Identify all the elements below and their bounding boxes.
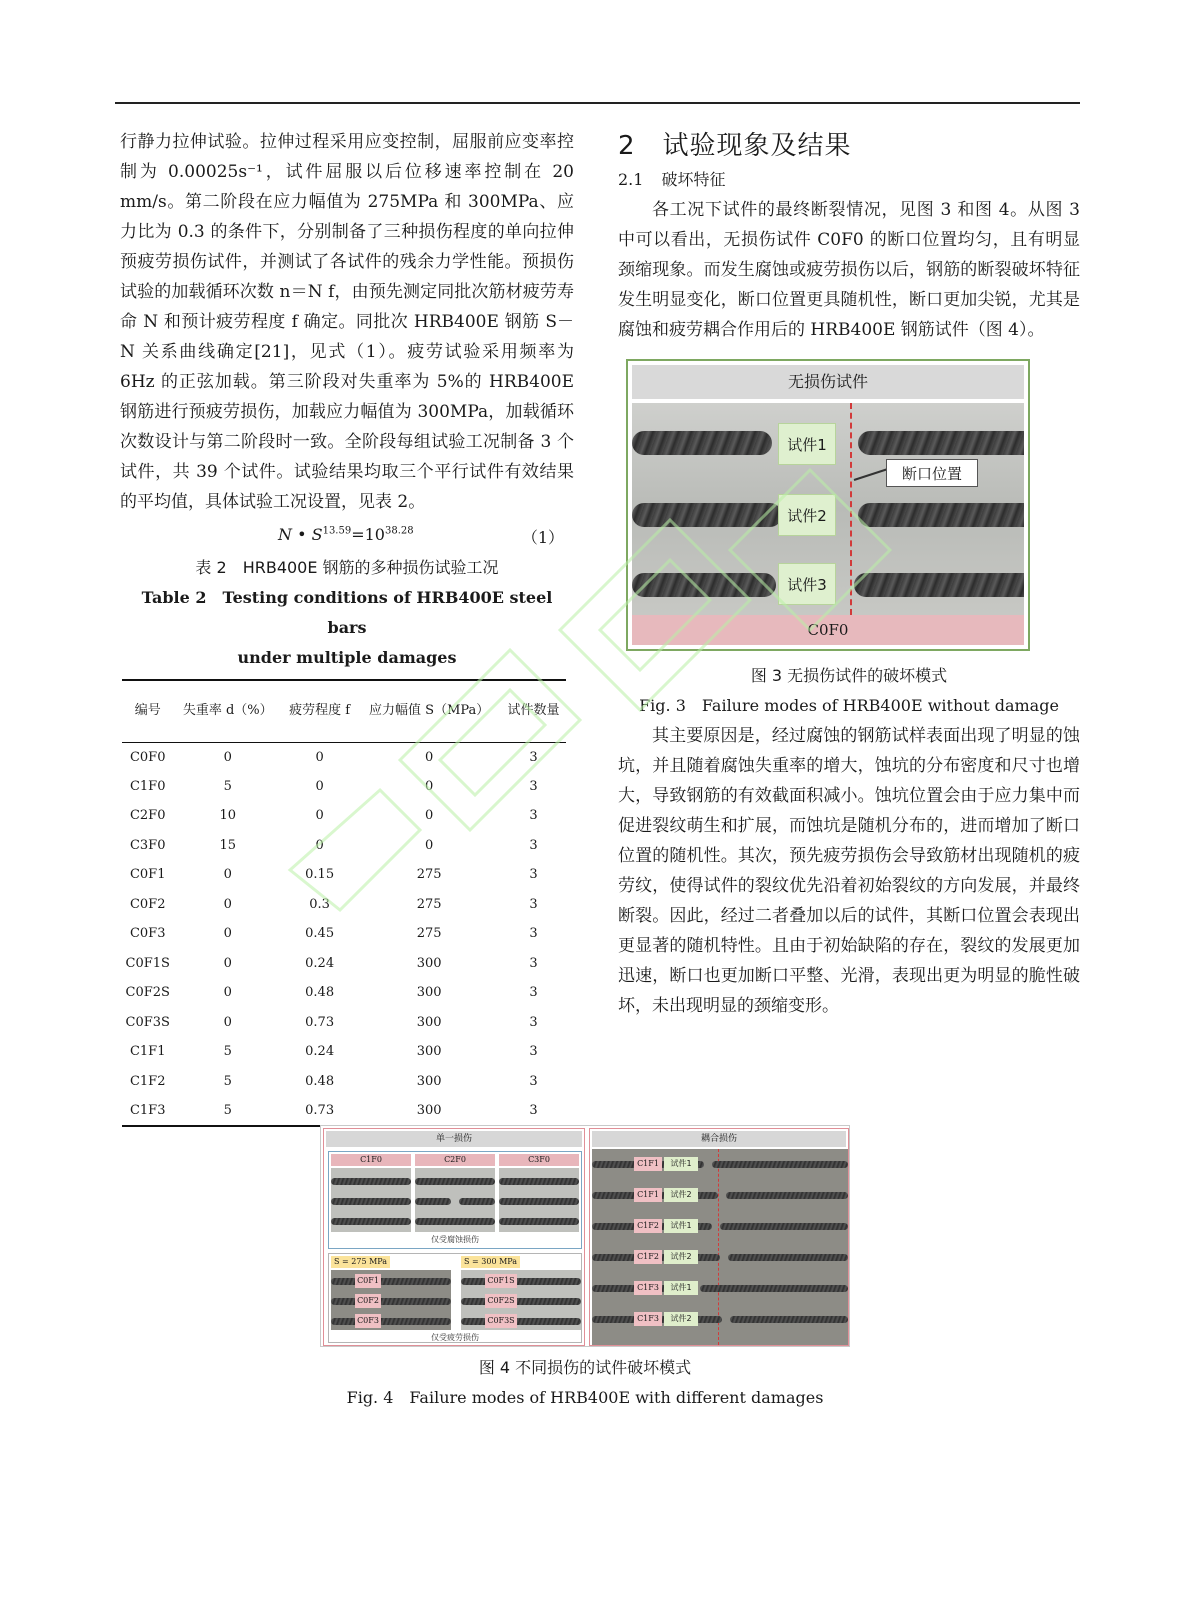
table-header-cell: 试件数量 [507,703,560,719]
table-cell: 5 [223,1044,232,1060]
fig4-caption-en: Fig. 4 Failure modes of HRB400E with different damages [346,1388,824,1407]
equation-number: （1） [521,528,564,547]
table-cell: 300 [416,1014,442,1030]
fatigue-label-c0f2s: C0F2S [485,1294,517,1308]
table-cell: 0 [425,808,434,824]
corrosion-photo-2 [415,1168,495,1232]
table-cell: 275 [416,926,442,942]
corrosion-photo-1 [331,1168,411,1232]
table-cell: C3F0 [129,837,166,853]
rebar-specimen2-left [632,503,782,527]
corrosion-label-c2f0: C2F0 [415,1154,495,1166]
corrosion-only-note: 仅受腐蚀损伤 [431,1235,479,1244]
table-row [122,978,566,1008]
table-cell: 0 [223,985,232,1001]
table-cell: 5 [223,1073,232,1089]
fig3-footer: C0F0 [632,615,1024,645]
coupled-specimen-code: C1F3 [634,1312,662,1326]
table-cell: 275 [416,896,442,912]
table-cell: 0.24 [305,955,335,971]
rebar-specimen2-right [858,503,1024,527]
coupled-rebar-right [730,1316,848,1323]
rebar-specimen1-right [858,431,1024,455]
fatigue-label-c0f2: C0F2 [355,1294,381,1308]
specimen-label-3: 试件3 [778,563,836,605]
coupled-photo [592,1149,848,1345]
table-cell: 300 [416,955,442,971]
table-caption-en-line1: Table 2 Testing conditions of HRB400E steel bars [141,588,553,637]
table-cell: 0.15 [305,867,335,883]
specimen-label-2: 试件2 [778,494,836,536]
fatigue-label-c0f3s: C0F3S [485,1314,517,1328]
table-cell: 0 [223,955,232,971]
stress-300-tag: S = 300 MPa [461,1256,520,1268]
table-caption-cn: 表 2 HRB400E 钢筋的多种损伤试验工况 [195,558,499,577]
table-cell: 3 [529,808,538,824]
table-cell: C0F0 [129,749,166,765]
fig3-photo [632,403,1024,615]
figure-4 [320,1125,850,1347]
table-header-cell: 失重率 d（%） [182,703,273,719]
table-cell: 3 [529,1014,538,1030]
table-cell: 0 [223,896,232,912]
table-cell: 300 [416,1102,442,1118]
coupled-specimen-label: 试件1 [664,1281,698,1295]
table-cell: 300 [416,985,442,1001]
table-cell: 0 [315,749,324,765]
fatigue-only-box [328,1253,582,1343]
corrosion-only-box [328,1151,582,1249]
table-cell: 0 [315,837,324,853]
table-cell: 0.24 [305,1044,335,1060]
table-cell: 0 [425,749,434,765]
fatigue-300-photo [461,1270,581,1330]
break-label-leader [854,468,889,481]
table-row [122,860,566,890]
section-title: 2 试验现象及结果 [618,131,852,161]
equation-body: N • $S^{13.59}=10^{38.28}$ [278,525,414,544]
coupled-specimen-label: 试件2 [664,1312,698,1326]
rebar-specimen1-left [632,431,772,455]
table-cell: C0F1 [129,867,166,883]
fig4-single-damage-panel [323,1128,585,1346]
table-row [122,1008,566,1038]
table-cell: 0 [315,808,324,824]
fig3-header: 无损伤试件 [632,365,1024,399]
fatigue-label-c0f1s: C0F1S [485,1274,517,1288]
table-cell: 3 [529,1044,538,1060]
coupled-rebar-right [720,1223,848,1230]
coupled-specimen-code: C1F1 [634,1188,662,1202]
fig4-caption-cn: 图 4 不同损伤的试件破坏模式 [478,1358,692,1377]
coupled-rebar-right [726,1192,848,1199]
table-cell: 0.73 [305,1102,335,1118]
rebar-specimen3-right [854,573,1024,597]
table-row [122,801,566,831]
table-cell: 300 [416,1073,442,1089]
table-cell: 0.48 [305,985,335,1001]
table-cell: C0F3S [125,1014,170,1030]
table-cell: 3 [529,926,538,942]
table-cell: C0F3 [129,926,166,942]
coupled-rebar-right [728,1254,848,1261]
table-cell: 3 [529,778,538,794]
fatigue-only-note: 仅受疲劳损伤 [431,1333,479,1342]
table-header-cell: 应力幅值 S（MPa） [369,703,490,719]
table-row [122,919,566,949]
table-row [122,890,566,920]
table-cell: 3 [529,896,538,912]
table-cell: 300 [416,1044,442,1060]
corrosion-label-c1f0: C1F0 [331,1154,411,1166]
coupled-rebar-right [712,1161,848,1168]
corrosion-photo-3 [499,1168,579,1232]
specimen-label-1: 试件1 [778,423,836,465]
fig3-caption-en: Fig. 3 Failure modes of HRB400E without damage [639,696,1059,715]
fig4-single-damage-head: 单一损伤 [326,1131,582,1147]
table-row [122,831,566,861]
header-rule [115,102,1080,104]
table-cell: 3 [529,837,538,853]
table-cell: C2F0 [129,808,166,824]
table-body [122,742,566,1126]
table-cell: 3 [529,867,538,883]
right-paragraph-1: 各工况下试件的最终断裂情况，见图 3 和图 4。从图 3 中可以看出，无损伤试件 C0F0 的断口位置均匀，且有明显颈缩现象。而发生腐蚀或疲劳损伤以后，钢筋的断裂破坏特征发生明显变化，断口位置更具随机性，断口更加尖锐，尤其是腐蚀和疲劳耦合作用后的 HRB400E 钢筋试件（图 4）。 [618,200,1080,340]
left-paragraph: 行静力拉伸试验。拉伸过程采用应变控制，屈服前应变率控制为 0.00025s⁻¹，试件屈服以后位移速率控制在 20 mm/s。第二阶段在应力幅值为 275MPa 和 300MPa、应力比为 0.3 的条件下，分别制备了三种损伤程度的单向拉伸预疲劳损伤试件，并测试了各试件的残余力学性能。预损伤试验的加载循环次数 n＝N f，由预先测定同批次筋材疲劳寿命 N 和预计疲劳程度 f 确定。同批次 HRB400E 钢筋 S－N 关系曲线确定[21]，见式（1）。疲劳试验采用频率为 6Hz 的正弦加载。第三阶段对失重率为 5%的 HRB400E 钢筋进行预疲劳损伤，加载应力幅值为 300MPa，加载循环次数设计与第二阶段时一致。全阶段每组试验工况制备 3 个试件，共 39 个试件。试验结果均取三个平行试件有效结果的平均值，具体试验工况设置，见表 2。 [120,132,574,512]
table-header-row [122,680,566,742]
fatigue-275-photo [331,1270,451,1330]
table-cell: 10 [219,808,236,824]
subsection-title: 2.1 破坏特征 [618,170,726,189]
table-row [122,1096,566,1126]
coupled-specimen-code: C1F2 [634,1219,662,1233]
table-cell: 0 [223,926,232,942]
coupled-specimen-label: 试件2 [664,1250,698,1264]
fig3-caption-cn: 图 3 无损伤试件的破坏模式 [750,666,948,685]
coupled-specimen-code: C1F1 [634,1157,662,1171]
table-cell: C0F2S [125,985,170,1001]
fatigue-label-c0f3: C0F3 [355,1314,381,1328]
table-row [122,742,566,772]
table-header-cell: 疲劳程度 f [289,703,351,719]
table-cell: 15 [219,837,236,853]
coupled-specimen-label: 试件1 [664,1157,698,1171]
right-column [618,127,1080,1021]
coupled-specimen-label: 试件1 [664,1219,698,1233]
rebar-specimen3-left [632,573,776,597]
left-column [120,127,574,1127]
coupled-specimen-code: C1F3 [634,1281,662,1295]
table-cell: 0 [223,1014,232,1030]
table-cell: 3 [529,985,538,1001]
coupled-specimen-code: C1F2 [634,1250,662,1264]
table-cell: 3 [529,1073,538,1089]
figure-3 [626,359,1030,651]
table-cell: 0 [223,867,232,883]
test-conditions-table [122,679,566,1127]
table-cell: C1F0 [129,778,166,794]
right-paragraph-2: 其主要原因是，经过腐蚀的钢筋试样表面出现了明显的蚀坑，并且随着腐蚀失重率的增大，蚀坑的分布密度和尺寸也增大，导致钢筋的有效截面积减小。蚀坑位置会由于应力集中而促进裂纹萌生和扩展，而蚀坑是随机分布的，进而增加了断口位置的随机性。其次，预先疲劳损伤会导致筋材出现随机的疲劳纹，使得试件的裂纹优先沿着初始裂纹的方向发展，并最终断裂。因此，经过二者叠加以后的试件，其断口位置会表现出更显著的随机特性。且由于初始缺陷的存在，裂纹的发展更加迅速，断口也更加断口平整、光滑，表现出更为明显的脆性破坏，未出现明显的颈缩变形。 [618,726,1080,1016]
table-cell: 3 [529,1102,538,1118]
table-cell: 3 [529,749,538,765]
table-cell: 0.48 [305,1073,335,1089]
table-row [122,772,566,802]
fig4-caption [320,1353,850,1413]
table-cell: 275 [416,867,442,883]
fig4-coupled-damage-head: 耦合损伤 [592,1131,846,1147]
table-cell: 5 [223,1102,232,1118]
table-cell: 5 [223,778,232,794]
table-cell: 0 [425,837,434,853]
table-cell: 3 [529,955,538,971]
table-cell: 0 [315,778,324,794]
table-cell: 0.45 [305,926,335,942]
table-header-cell: 编号 [134,703,161,719]
table-caption-en-line2: under multiple damages [237,648,457,667]
table-row [122,1037,566,1067]
coupled-rebar-right [700,1285,848,1292]
table-cell: 0.73 [305,1014,335,1030]
table-cell: 0 [223,749,232,765]
table-cell: C1F3 [129,1102,166,1118]
table-cell: C1F1 [129,1044,166,1060]
corrosion-label-c3f0: C3F0 [499,1154,579,1166]
table-cell: 0.3 [309,896,330,912]
break-position-label: 断口位置 [886,459,978,487]
coupled-specimen-label: 试件2 [664,1188,698,1202]
break-position-line [850,403,852,615]
table-row [122,949,566,979]
table-cell: C1F2 [129,1073,166,1089]
table-row [122,1067,566,1097]
fig4-coupled-damage-panel [589,1128,849,1346]
table-cell: C0F1S [125,955,170,971]
table-cell: C0F2 [129,896,166,912]
stress-275-tag: S = 275 MPa [331,1256,390,1268]
fatigue-label-c0f1: C0F1 [355,1274,381,1288]
equation-1 [120,521,574,551]
table-cell: 0 [425,778,434,794]
